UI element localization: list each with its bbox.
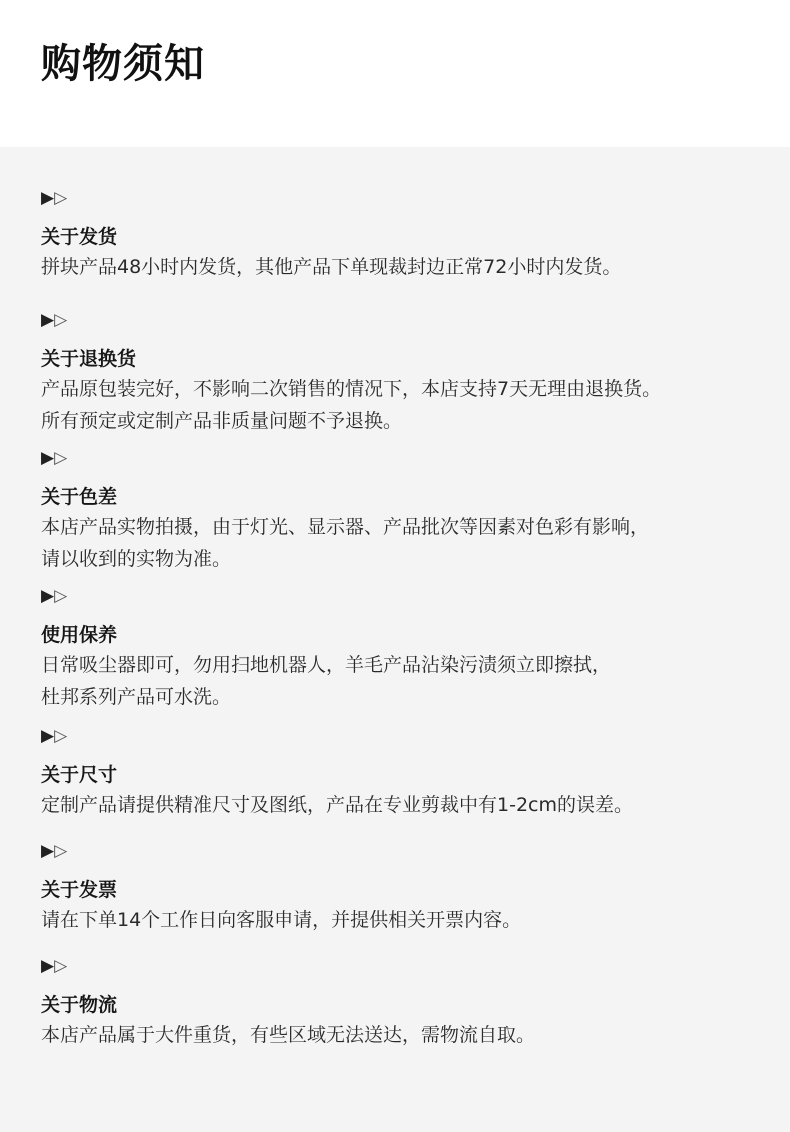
section-text-line: 本店产品属于大件重货，有些区域无法送达，需物流自取。 xyxy=(41,1024,536,1046)
section-text-line: 请在下单14个工作日向客服申请，并提供相关开票内容。 xyxy=(41,909,522,931)
section-marker-icon xyxy=(41,725,741,747)
section-marker-icon xyxy=(41,955,741,977)
section-heading: 关于物流 xyxy=(41,994,118,1016)
filled-triangle-icon: ▶ xyxy=(41,448,55,468)
filled-triangle-icon: ▶ xyxy=(41,586,55,606)
section-text-line: 所有预定或定制产品非质量问题不予退换。 xyxy=(41,410,403,432)
notice-panel xyxy=(0,147,790,1132)
filled-triangle-icon: ▶ xyxy=(41,726,55,746)
section-text-line: 产品原包装完好，不影响二次销售的情况下，本店支持7天无理由退换货。 xyxy=(41,378,662,400)
section-color-difference xyxy=(41,447,741,575)
section-marker-icon xyxy=(41,840,741,862)
section-marker-icon xyxy=(41,187,741,209)
section-text-line: 日常吸尘器即可，勿用扫地机器人，羊毛产品沾染污渍须立即擦拭， xyxy=(41,654,612,676)
filled-triangle-icon: ▶ xyxy=(41,310,55,330)
page-title: 购物须知 xyxy=(41,41,205,87)
section-heading: 关于尺寸 xyxy=(41,764,118,786)
hollow-triangle-icon: ▷ xyxy=(54,448,68,468)
hollow-triangle-icon: ▷ xyxy=(54,726,68,746)
section-heading: 关于退换货 xyxy=(41,348,137,370)
section-size xyxy=(41,725,741,821)
hollow-triangle-icon: ▷ xyxy=(54,586,68,606)
section-invoice xyxy=(41,840,741,936)
section-heading: 关于发票 xyxy=(41,879,118,901)
section-text-line: 定制产品请提供精准尺寸及图纸，产品在专业剪裁中有1-2cm的误差。 xyxy=(41,794,633,816)
section-text-line: 本店产品实物拍摄，由于灯光、显示器、产品批次等因素对色彩有影响， xyxy=(41,516,650,538)
section-text-line: 杜邦系列产品可水洗。 xyxy=(41,686,232,708)
section-text-line: 拼块产品48小时内发货，其他产品下单现裁封边正常72小时内发货。 xyxy=(41,256,622,278)
section-marker-icon xyxy=(41,585,741,607)
section-heading: 关于色差 xyxy=(41,486,118,508)
page-header xyxy=(0,0,790,147)
hollow-triangle-icon: ▷ xyxy=(54,188,68,208)
filled-triangle-icon: ▶ xyxy=(41,956,55,976)
section-heading: 使用保养 xyxy=(41,624,118,646)
filled-triangle-icon: ▶ xyxy=(41,188,55,208)
hollow-triangle-icon: ▷ xyxy=(54,956,68,976)
hollow-triangle-icon: ▷ xyxy=(54,841,68,861)
section-marker-icon xyxy=(41,447,741,469)
section-care xyxy=(41,585,741,713)
section-returns xyxy=(41,309,741,437)
section-marker-icon xyxy=(41,309,741,331)
section-text-line: 请以收到的实物为准。 xyxy=(41,548,232,570)
hollow-triangle-icon: ▷ xyxy=(54,310,68,330)
section-logistics xyxy=(41,955,741,1051)
section-heading: 关于发货 xyxy=(41,226,118,248)
filled-triangle-icon: ▶ xyxy=(41,841,55,861)
section-shipping xyxy=(41,187,741,283)
